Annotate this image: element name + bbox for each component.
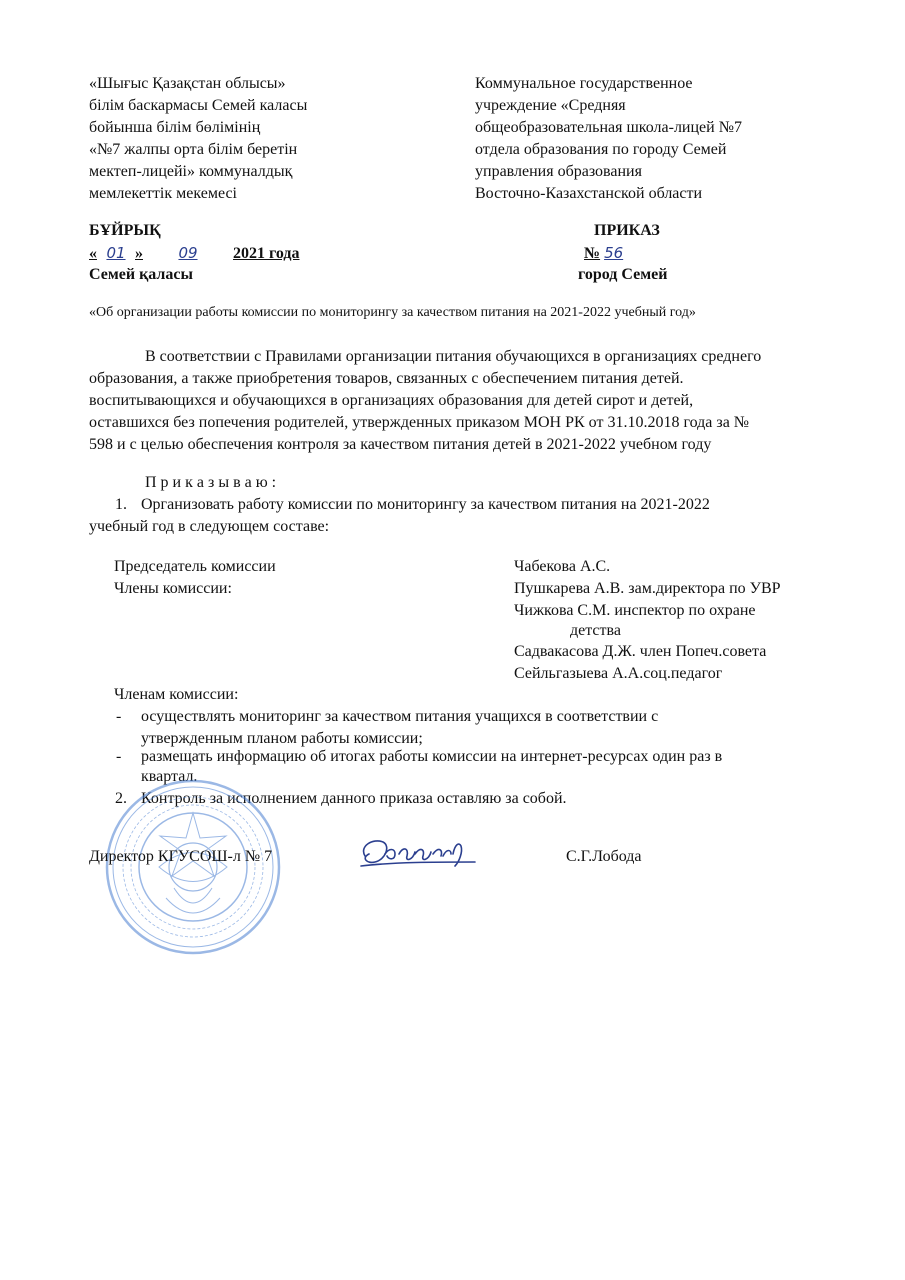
preamble-line: образования, а также приобретения товаров, связанных с обеспечением питания детей. xyxy=(89,370,684,387)
item2-number: 2. xyxy=(115,790,127,807)
date-day: 01 xyxy=(106,244,126,262)
date-close-quote: » xyxy=(135,245,143,262)
duty-bullet: - xyxy=(116,708,122,725)
member-item: детства xyxy=(570,622,621,639)
date-open-quote: « xyxy=(89,245,97,262)
signature-position: Директор КГУСОШ-л № 7 xyxy=(89,848,273,865)
handwritten-signature-icon xyxy=(355,832,483,872)
preamble-line: В соответствии с Правилами организации питания обучающихся в организациях среднего xyxy=(145,348,762,365)
members-label: Члены комиссии: xyxy=(114,580,232,597)
header-left-line: бойынша білім бөлімінің xyxy=(89,119,261,136)
date-year: 2021 года xyxy=(233,245,300,262)
preamble xyxy=(89,346,849,456)
number-label: № xyxy=(584,245,601,262)
duty-item-line1: осуществлять мониторинг за качеством питания учащихся в соответствии с xyxy=(141,708,659,725)
header-left-block xyxy=(89,73,307,205)
preamble-line: 598 и с целью обеспечения контроля за качеством питания детей в 2021-2022 учебном году xyxy=(89,436,712,453)
order-number xyxy=(584,242,694,265)
preamble-line: воспитывающихся и обучающихся в организациях образования для детей сирот и детей, xyxy=(89,392,694,409)
member-item: Сейльгазыева А.А.соц.педагог xyxy=(514,665,723,682)
item2-text: Контроль за исполнением данного приказа оставляю за собой. xyxy=(141,790,567,807)
order-title-ru: ПРИКАЗ xyxy=(594,222,660,239)
duties-heading: Членам комиссии: xyxy=(114,686,239,703)
city-ru: город Семей xyxy=(578,266,668,283)
duty-bullet: - xyxy=(116,748,122,765)
duty-item-line2: утвержденным планом работы комиссии; xyxy=(141,730,423,747)
city-kz: Семей қаласы xyxy=(89,266,193,283)
header-left-line: білім баскармасы Семей каласы xyxy=(89,97,308,114)
number-value: 56 xyxy=(604,244,624,262)
header-right-line: учреждение «Средняя xyxy=(475,97,626,114)
header-right-block xyxy=(475,73,742,205)
chair-label: Председатель комиссии xyxy=(114,558,276,575)
item1-number: 1. xyxy=(115,496,127,513)
duty-item-line1: размещать информацию об итогах работы комиссии на интернет-ресурсах один раз в xyxy=(141,748,723,765)
date-month: 09 xyxy=(178,244,198,262)
chair-name: Чабекова А.С. xyxy=(514,558,611,575)
order-date xyxy=(89,242,300,265)
header-right-line: Коммунальное государственное xyxy=(475,75,693,92)
signature-name: С.Г.Лобода xyxy=(566,848,642,865)
member-item: Садвакасова Д.Ж. член Попеч.совета xyxy=(514,643,767,660)
item1-line1: Организовать работу комиссии по мониторингу за качеством питания на 2021-2022 xyxy=(141,496,710,513)
header-left-line: «Шығыс Қазақстан облысы» xyxy=(89,75,286,92)
duty-item-line2: квартал. xyxy=(141,768,198,785)
header-left-line: «№7 жалпы орта білім беретін xyxy=(89,141,298,158)
header-right-line: управления образования xyxy=(475,163,642,180)
item1-line2: учебный год в следующем составе: xyxy=(89,518,330,535)
order-subject: «Об организации работы комиссии по мониторингу за качеством питания на 2021-2022 учебный год» xyxy=(89,305,696,320)
member-item: Пушкарева А.В. зам.директора по УВР xyxy=(514,580,781,597)
header-right-line: отдела образования по городу Семей xyxy=(475,141,727,158)
order-word: П р и к а з ы в а ю : xyxy=(145,474,277,491)
header-right-line: Восточно-Казахстанской области xyxy=(475,185,703,202)
header-right-line: общеобразовательная школа-лицей №7 xyxy=(475,119,742,136)
order-title-kz: БҰЙРЫҚ xyxy=(89,222,161,239)
preamble-line: оставшихся без попечения родителей, утвержденных приказом МОН РК от 31.10.2018 года за № xyxy=(89,414,750,431)
member-item: Чижкова С.М. инспектор по охране xyxy=(514,602,756,619)
header-left-line: мемлекеттік мекемесі xyxy=(89,185,237,202)
header-left-line: мектеп-лицейі» коммуналдық xyxy=(89,163,293,180)
